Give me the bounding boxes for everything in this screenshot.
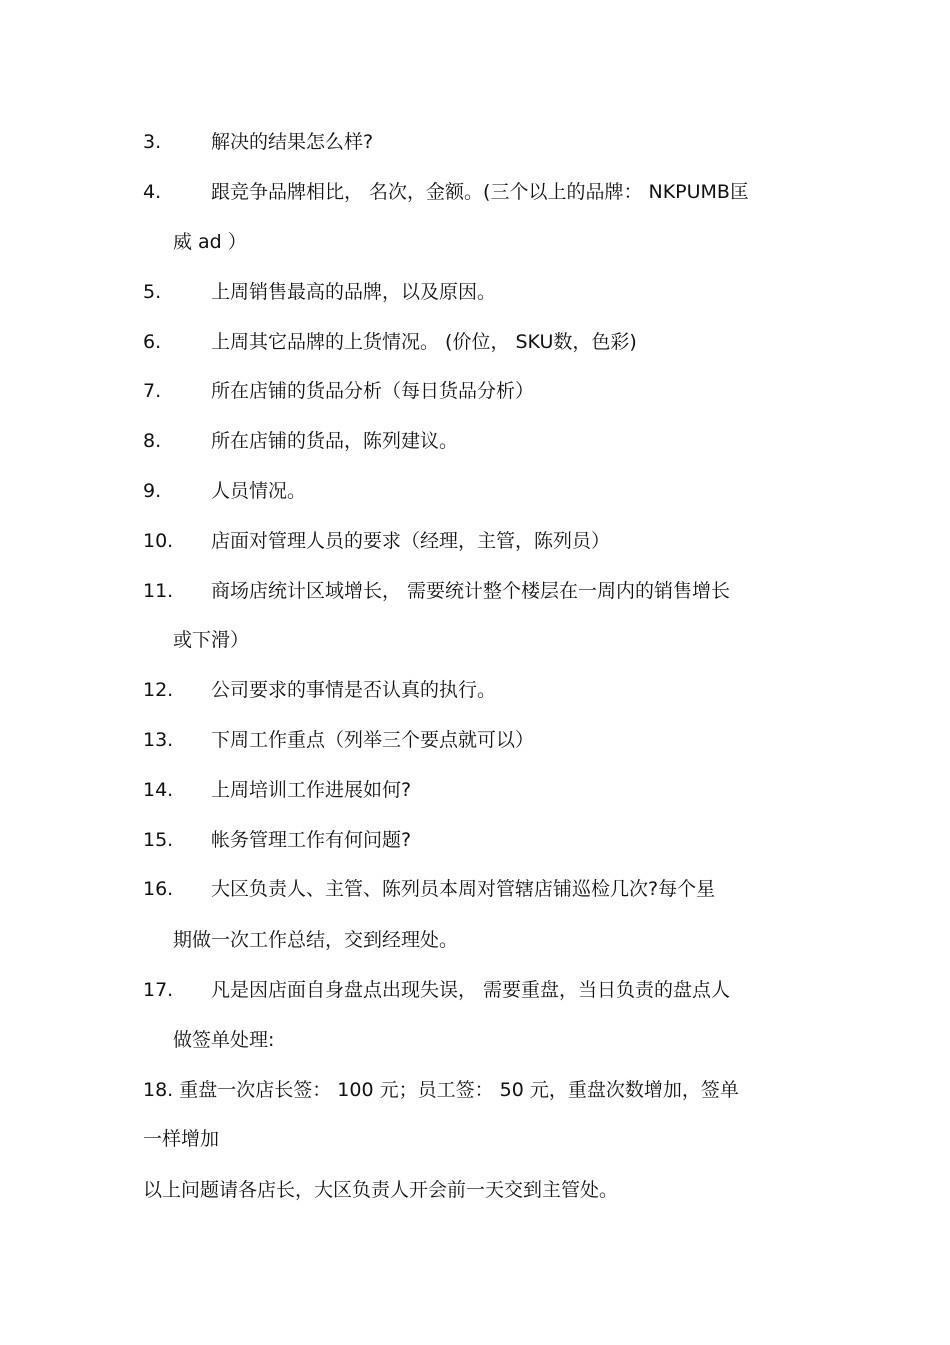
item-text: 所在店铺的货品分析（每日货品分析） <box>211 380 535 402</box>
item-text: 上周培训工作进展如何? <box>211 779 412 801</box>
list-item-7 <box>143 379 534 403</box>
list-item-10 <box>143 529 610 553</box>
item-number: 11. <box>143 580 174 602</box>
item-text: 上周其它品牌的上货情况。 (价位， SKU数，色彩) <box>211 331 637 353</box>
item-text: 上周销售最高的品牌，以及原因。 <box>211 281 497 303</box>
item-text: 帐务管理工作有何问题? <box>211 829 412 851</box>
item-text: 解决的结果怎么样? <box>211 131 374 153</box>
item-text: 大区负责人、主管、陈列员本周对管辖店铺巡检几次?每个星 <box>211 878 716 900</box>
paragraph-18-line-2: 一样增加 <box>143 1128 220 1150</box>
list-item-4 <box>143 180 749 204</box>
list-item-5 <box>143 280 496 304</box>
item-text-continued: 或下滑） <box>173 629 250 651</box>
list-item-12 <box>143 678 496 702</box>
list-item-11 <box>143 579 730 603</box>
item-text: 所在店铺的货品，陈列建议。 <box>211 430 459 452</box>
item-number: 8. <box>143 430 162 452</box>
item-text-continued: 威 ad ） <box>173 231 247 253</box>
list-item-3 <box>143 130 373 154</box>
item-text: 人员情况。 <box>211 480 307 502</box>
item-number: 7. <box>143 380 162 402</box>
item-number: 9. <box>143 480 162 502</box>
item-number: 3. <box>143 131 162 153</box>
item-number: 14. <box>143 779 174 801</box>
item-text: 跟竞争品牌相比， 名次，金额。(三个以上的品牌： NKPUMB匡 <box>211 181 749 203</box>
item-number: 13. <box>143 729 174 751</box>
paragraph-18-line-1: 18. 重盘一次店长签： 100 元；员工签： 50 元，重盘次数增加，签单 <box>143 1079 739 1101</box>
list-item-15 <box>143 828 411 852</box>
item-text: 商场店统计区域增长， 需要统计整个楼层在一周内的销售增长 <box>211 580 731 602</box>
list-item-6 <box>143 330 637 354</box>
item-text: 凡是因店面自身盘点出现失误， 需要重盘，当日负责的盘点人 <box>211 979 731 1001</box>
list-item-17 <box>143 978 730 1002</box>
item-number: 17. <box>143 979 174 1001</box>
item-number: 10. <box>143 530 174 552</box>
item-number: 16. <box>143 878 174 900</box>
closing-note: 以上问题请各店长，大区负责人开会前一天交到主管处。 <box>143 1179 619 1201</box>
item-text: 下周工作重点（列举三个要点就可以） <box>211 729 535 751</box>
list-item-16 <box>143 877 715 901</box>
item-text-continued: 期做一次工作总结，交到经理处。 <box>173 929 459 951</box>
item-text: 公司要求的事情是否认真的执行。 <box>211 679 497 701</box>
list-item-13 <box>143 728 534 752</box>
item-text: 店面对管理人员的要求（经理，主管，陈列员） <box>211 530 611 552</box>
item-number: 6. <box>143 331 162 353</box>
list-item-9 <box>143 479 306 503</box>
item-number: 12. <box>143 679 174 701</box>
list-item-14 <box>143 778 411 802</box>
item-number: 5. <box>143 281 162 303</box>
item-number: 4. <box>143 181 162 203</box>
list-item-8 <box>143 429 458 453</box>
item-number: 15. <box>143 829 174 851</box>
item-text-continued: 做签单处理: <box>173 1029 275 1051</box>
